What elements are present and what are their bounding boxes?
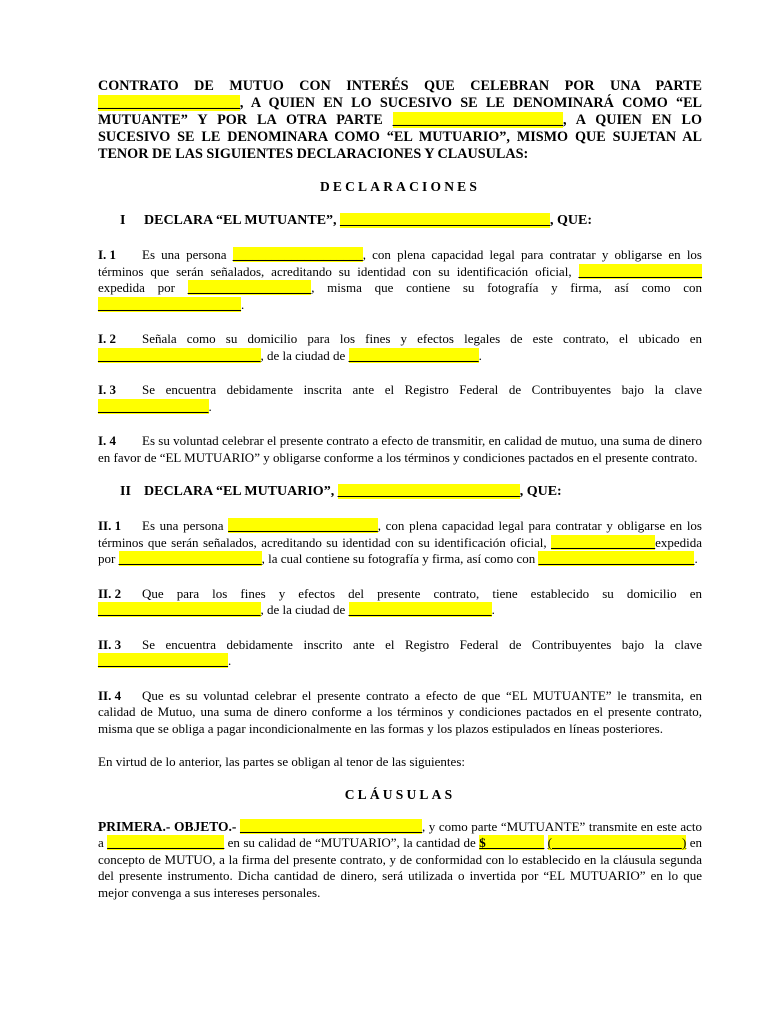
issuer-blank[interactable]: ______________________ [118, 551, 262, 566]
clause-text: . [694, 551, 698, 566]
extra-id-blank[interactable]: ________________________ [538, 551, 695, 566]
clause-number: I. 4 [98, 433, 117, 448]
persona-type-blank[interactable]: _______________________ [228, 518, 378, 533]
clause-text: Es una persona [142, 247, 233, 262]
clause-text: en su calidad de “MUTUARIO”, la cantidad de [224, 835, 480, 850]
contract-title [98, 78, 702, 163]
id-blank[interactable]: ________________ [551, 534, 656, 550]
extra-id-blank[interactable]: ______________________ [98, 296, 241, 312]
clause-text: en concepto de MUTUO, a la firma del presente contrato, y de conformidad con lo establecido en la cláusula segunda del presente instrumento. Dicha cantidad de dinero, será utilizada o invertida por “EL MUTUARIO” en lo que mejor convenga a sus intereses personales. [98, 835, 702, 900]
clause-text: Que para los fines y efectos del presente contrato, tiene establecido su domicilio en [142, 585, 702, 601]
declara-text: DECLARA “EL MUTUANTE”, [144, 213, 341, 228]
id-blank[interactable]: ___________________ [578, 263, 702, 279]
declara-text: DECLARA “EL MUTUARIO”, [144, 484, 338, 499]
mutuante-name-blank[interactable]: ____________________ [98, 95, 240, 111]
declaration-ii1 [98, 518, 702, 568]
declaraciones-heading: DECLARACIONES [319, 179, 481, 194]
roman-numeral: II [120, 484, 131, 499]
clause-text: , de la ciudad de [260, 347, 349, 363]
declaration-i3 [98, 382, 702, 415]
declara-mutuario-heading [120, 483, 702, 500]
clause-text: Señala como su domicilio para los fines y efectos legales de este contrato, el ubicado en [142, 331, 702, 346]
clause-text: , la cual contiene su fotografía y firma, así como con [261, 551, 539, 566]
clause-text: . [241, 296, 245, 312]
declaration-ii2 [98, 586, 702, 619]
declara-mutuario-blank[interactable]: __________________________ [337, 484, 520, 499]
rfc-blank[interactable]: ____________________ [98, 653, 228, 668]
declaration-i1 [98, 247, 702, 313]
address-blank[interactable]: _________________________ [98, 347, 261, 363]
address-blank[interactable]: _________________________ [98, 602, 261, 617]
clause-text: , de la ciudad de [260, 602, 349, 617]
rfc-blank[interactable]: _________________ [98, 398, 209, 414]
city-blank[interactable]: ______________________ [348, 602, 492, 617]
contract-document [98, 78, 702, 901]
clause-text: , con plena capacidad legal para contratar y obligarse en los términos que serán señalados, acreditando su identidad con su identificación oficial, [98, 518, 702, 550]
amount-blank[interactable]: $_________ [479, 835, 545, 850]
title-text: CONTRATO DE MUTUO CON INTERÉS QUE CELEBRAN POR UNA PARTE [98, 78, 702, 94]
mutuante-blank[interactable]: ____________________________ [240, 818, 422, 834]
clause-number: I. 3 [98, 382, 117, 397]
virtud-paragraph: En virtud de lo anterior, las partes se obligan al tenor de las siguientes: [98, 754, 465, 769]
declara-text: , QUE: [519, 484, 562, 499]
clause-text: , y como parte “MUTUANTE” transmite en este acto a [98, 818, 702, 850]
title-text: , A QUIEN EN LO SUCESIVO SE LE DENOMINARA COMO “EL MUTUARIO”, MISMO QUE SUJETAN AL TENOR DE LAS SIGUIENTES DECLARACIONES Y CLAUSULAS: [98, 112, 702, 162]
clause-text: . [208, 398, 212, 414]
clause-text: Se encuentra debidamente inscrita ante el Registro Federal de Contribuyentes bajo la clave [142, 382, 702, 397]
clause-text: Que es su voluntad celebrar el presente contrato a efecto de que “EL MUTUANTE” le transmita, en calidad de Mutuo, una suma de dinero conforme a los términos y condiciones pactados en el presente contrato, misma que se obliga a pagar incondicionalmente en las formas y los plazos estipulados en líneas posteriores. [98, 687, 702, 736]
declara-text: , QUE: [550, 213, 593, 228]
clause-text: Es una persona [142, 518, 229, 533]
clause-text: Se encuentra debidamente inscrito ante el Registro Federal de Contribuyentes bajo la clave [142, 636, 702, 652]
declaration-i2 [98, 331, 702, 364]
declaration-ii4 [98, 688, 702, 738]
clause-text: , con plena capacidad legal para contratar y obligarse en los términos que serán señalados, acreditando su identidad con su identificación oficial, [98, 247, 702, 279]
clause-text: . [478, 347, 482, 363]
amount-words-blank[interactable]: (____________________) [547, 835, 687, 850]
clause-number: I. 2 [98, 331, 117, 346]
roman-numeral: I [120, 213, 126, 228]
clause-number: I. 1 [98, 247, 117, 262]
mutuario-name-blank[interactable]: ________________________ [392, 112, 563, 128]
clause-text: . [228, 653, 232, 668]
clause-number: II. 2 [98, 585, 122, 601]
clause-number: II. 3 [98, 636, 122, 652]
declara-mutuante-blank[interactable]: ______________________________ [340, 213, 551, 228]
issuer-blank[interactable]: ___________________ [187, 280, 312, 295]
clause-heading: PRIMERA.- OBJETO.- [98, 818, 237, 834]
clause-text: Es su voluntad celebrar el presente contrato a efecto de transmitir, en calidad de mutuo, una suma de dinero en favor de “EL MUTUARIO” y obligarse conforme a los términos y condiciones pactados en el presente contrato. [98, 433, 702, 465]
declaration-ii3 [98, 637, 702, 670]
clause-text: expedida por [98, 534, 702, 566]
clause-text: , misma que contiene su fotografía y firma, así como con [311, 280, 702, 295]
clause-text: . [491, 602, 495, 617]
clause-primera [98, 819, 702, 902]
declara-mutuante-heading [120, 212, 702, 229]
declaration-i4 [98, 433, 702, 466]
clausulas-heading: CLÁUSULAS [344, 786, 456, 802]
clause-number: II. 4 [98, 687, 122, 703]
clause-number: II. 1 [98, 518, 122, 533]
clause-text: expedida por [98, 280, 188, 295]
city-blank[interactable]: ____________________ [348, 347, 479, 363]
title-text: , A QUIEN EN LO SUCESIVO SE LE DENOMINARÁ COMO “EL MUTUANTE” Y POR LA OTRA PARTE [98, 95, 702, 128]
mutuario-blank[interactable]: __________________ [107, 835, 225, 850]
persona-type-blank[interactable]: ____________________ [232, 247, 363, 262]
